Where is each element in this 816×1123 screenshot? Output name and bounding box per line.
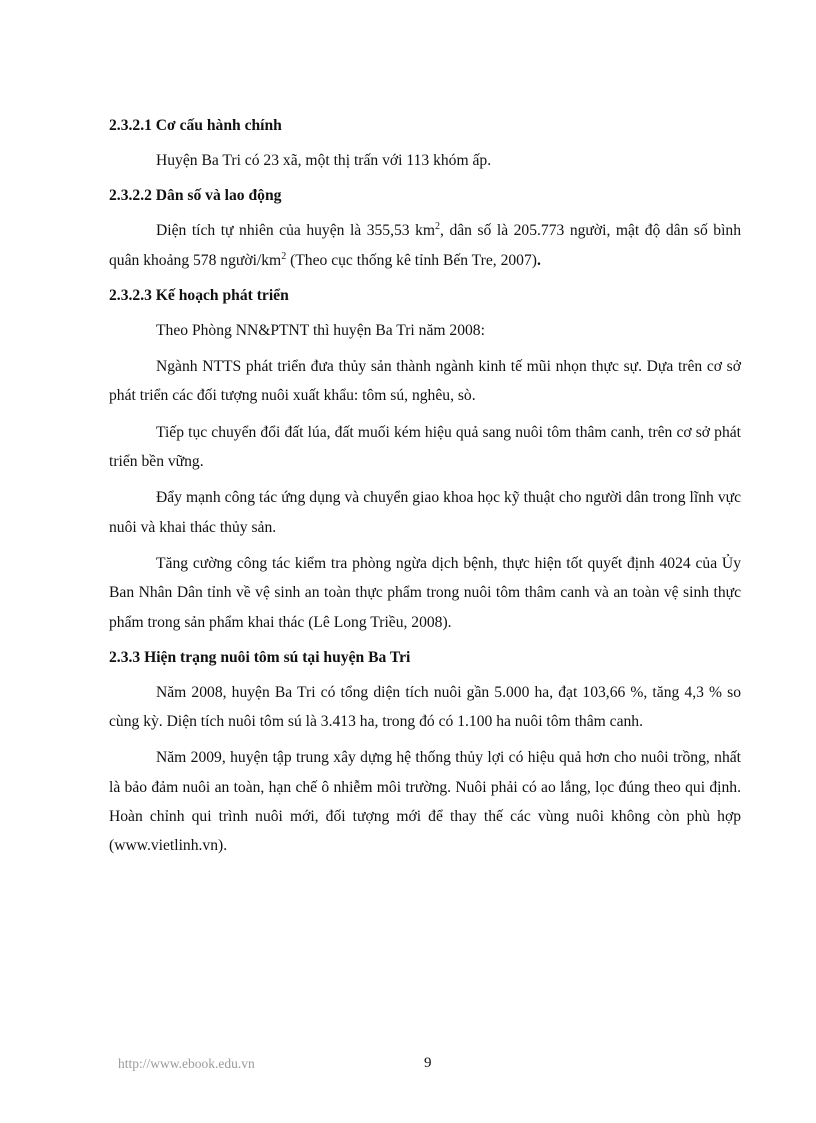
paragraph: Đẩy mạnh công tác ứng dụng và chuyển giao khoa học kỹ thuật cho người dân trong lĩnh vực nuôi và khai thác thủy sản. [109,489,741,536]
superscript: 2 [281,250,287,262]
page-number: 9 [424,1055,432,1071]
text-run: . [536,251,541,269]
section-heading: 2.3.2.2 Dân số và lao động [109,187,282,205]
text-run: Diện tích tự nhiên của huyện là 355,53 km [156,222,436,240]
paragraph: Tăng cường công tác kiểm tra phòng ngừa dịch bệnh, thực hiện tốt quyết định 4024 của Ủy Ban Nhân Dân tỉnh về vệ sinh an toàn thực phẩm trong nuôi tôm thâm canh và an toàn vệ sinh thực phẩm trong sản phẩm khai thác (Lê Long Triều, 2008). [109,554,741,631]
text-run: , dân số là 205.773 người, mật độ dân số bình quân khoảng 578 người/km [109,222,741,269]
section-heading: 2.3.2.3 Kế hoạch phát triển [109,286,289,304]
paragraph: Tiếp tục chuyển đổi đất lúa, đất muối kém hiệu quả sang nuôi tôm thâm canh, trên cơ sở phát triển bền vững. [109,423,741,471]
section-heading: 2.3.3 Hiện trạng nuôi tôm sú tại huyện Ba Tri [109,648,411,666]
paragraph: Huyện Ba Tri có 23 xã, một thị trấn với 113 khóm ấp. [156,152,492,169]
paragraph: Năm 2008, huyện Ba Tri có tổng diện tích nuôi gần 5.000 ha, đạt 103,66 %, tăng 4,3 % so cùng kỳ. Diện tích nuôi tôm sú là 3.413 ha, trong đó có 1.100 ha nuôi tôm thâm canh. [109,683,741,731]
paragraph [109,216,741,275]
document-body [109,112,741,868]
paragraph: Ngành NTTS phát triển đưa thủy sản thành ngành kinh tế mũi nhọn thực sự. Dựa trên cơ sở phát triển các đối tượng nuôi xuất khẩu: tôm sú, nghêu, sò. [109,358,741,405]
section-heading: 2.3.2.1 Cơ cấu hành chính [109,117,282,134]
text-run: (Theo cục thống kê tỉnh Bến Tre, 2007) [286,251,537,269]
paragraph: Theo Phòng NN&PTNT thì huyện Ba Tri năm 2008: [156,321,485,339]
paragraph: Năm 2009, huyện tập trung xây dựng hệ thống thủy lợi có hiệu quả hơn cho nuôi trồng, nhất là bảo đảm nuôi an toàn, hạn chế ô nhiễm môi trường. Nuôi phải có ao lắng, lọc đúng theo qui định. Hoàn chỉnh qui trình nuôi mới, đối tượng mới để thay thế các vùng nuôi không còn phù hợp (www.vietlinh.vn). [109,749,741,855]
footer-url: http://www.ebook.edu.vn [118,1056,255,1071]
superscript: 2 [435,221,441,233]
